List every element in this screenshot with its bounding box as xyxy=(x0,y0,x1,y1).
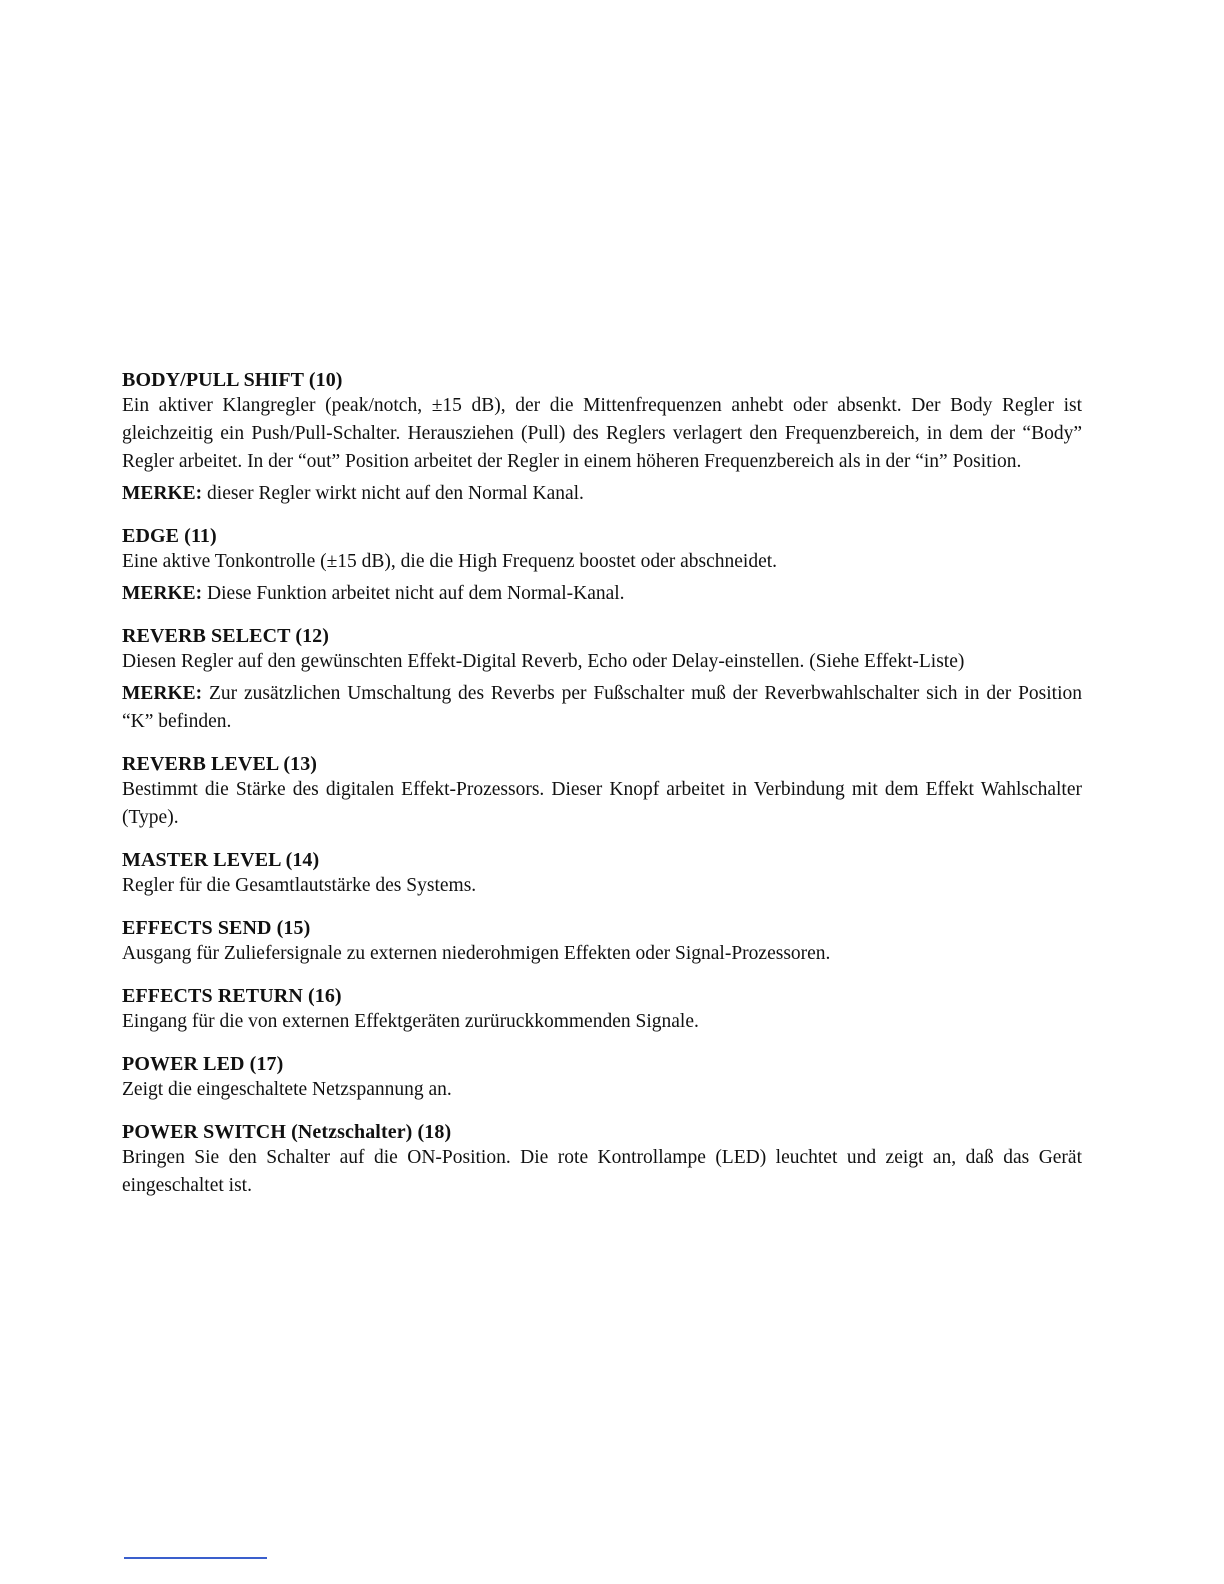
section-reverb-select xyxy=(122,624,1082,736)
section-note xyxy=(122,680,1082,736)
manual-content xyxy=(122,368,1082,1200)
section-power-led xyxy=(122,1052,1082,1104)
section-text: Eine aktive Tonkontrolle (±15 dB), die die High Frequenz boostet oder abschneidet. xyxy=(122,551,778,572)
section-text: Eingang für die von externen Effektgeräten zurüruckkommenden Signale. xyxy=(122,1011,699,1032)
section-text: Diesen Regler auf den gewünschten Effekt-Digital Reverb, Echo oder Delay-einstellen. (Siehe Effekt-Liste) xyxy=(122,651,965,672)
section-heading: BODY/PULL SHIFT (10) xyxy=(122,369,343,391)
section-text: Zeigt die eingeschaltete Netzspannung an. xyxy=(122,1079,452,1100)
section-heading: POWER LED (17) xyxy=(122,1053,284,1075)
section-power-switch xyxy=(122,1120,1082,1200)
section-note xyxy=(122,480,1082,508)
note-label: MERKE: xyxy=(122,683,203,704)
section-text: Regler für die Gesamtlautstärke des Systems. xyxy=(122,875,477,896)
section-text: Bringen Sie den Schalter auf die ON-Position. Die rote Kontrollampe (LED) leuchtet und zeigt an, daß das Gerät eingeschaltet ist. xyxy=(122,1147,1082,1196)
section-text: Ein aktiver Klangregler (peak/notch, ±15 dB), der die Mittenfrequenzen anhebt oder absenkt. Der Body Regler ist gleichzeitig ein Push/Pull-Schalter. Herausziehen (Pull) des Reglers verlagert den Frequenzbereich, in dem der “Body” Regler arbeitet. In der “out” Position arbeitet der Regler in einem höheren Frequenzbereich als in der “in” Position. xyxy=(122,395,1082,472)
section-heading: EDGE (11) xyxy=(122,525,217,547)
section-heading: EFFECTS RETURN (16) xyxy=(122,985,342,1007)
note-text: Zur zusätzlichen Umschaltung des Reverbs per Fußschalter muß der Reverbwahlschalter sich in der Position “K” befinden. xyxy=(122,683,1083,732)
section-edge xyxy=(122,524,1082,608)
footnote-divider xyxy=(124,1557,267,1559)
section-effects-return xyxy=(122,984,1082,1036)
section-body-pull-shift xyxy=(122,368,1082,508)
section-text: Ausgang für Zuliefersignale zu externen niederohmigen Effekten oder Signal-Prozessoren. xyxy=(122,943,831,964)
section-master-level xyxy=(122,848,1082,900)
section-effects-send xyxy=(122,916,1082,968)
note-label: MERKE: xyxy=(122,583,203,604)
note-label: MERKE: xyxy=(122,483,203,504)
section-heading: REVERB SELECT (12) xyxy=(122,625,330,647)
section-reverb-level xyxy=(122,752,1082,832)
note-text: Diese Funktion arbeitet nicht auf dem Normal-Kanal. xyxy=(207,583,625,604)
section-heading: REVERB LEVEL (13) xyxy=(122,753,318,775)
section-text: Bestimmt die Stärke des digitalen Effekt-Prozessors. Dieser Knopf arbeitet in Verbindung mit dem Effekt Wahlschalter (Type). xyxy=(122,779,1082,828)
section-note xyxy=(122,580,1082,608)
section-heading: POWER SWITCH (Netzschalter) (18) xyxy=(122,1121,452,1143)
note-text: dieser Regler wirkt nicht auf den Normal Kanal. xyxy=(207,483,584,504)
section-heading: MASTER LEVEL (14) xyxy=(122,849,320,871)
section-heading: EFFECTS SEND (15) xyxy=(122,917,311,939)
